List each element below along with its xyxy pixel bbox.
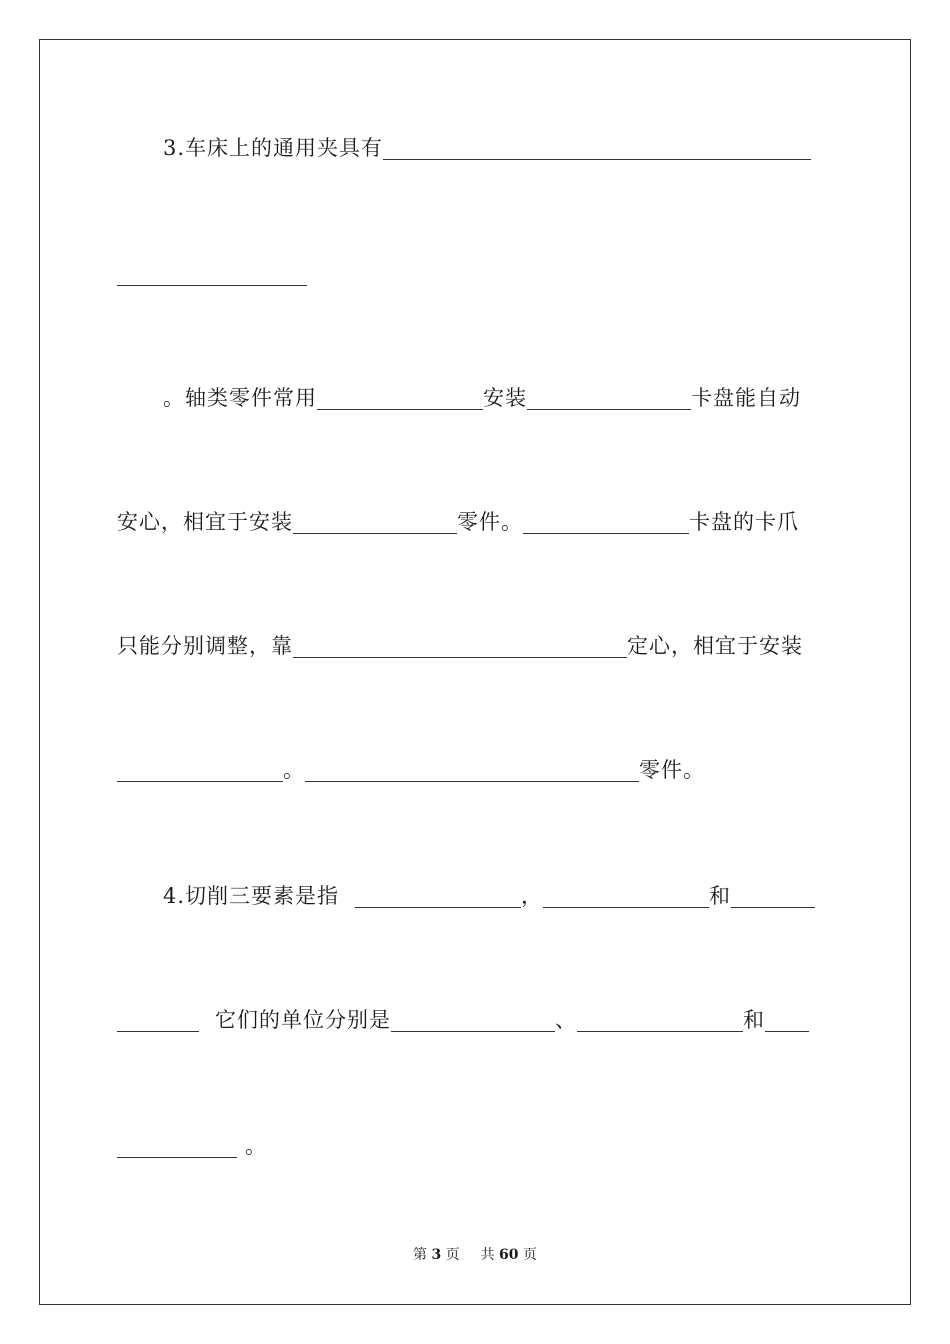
text-segment: 、 — [555, 1008, 577, 1032]
answer-blank[interactable] — [527, 381, 691, 410]
text-segment: 零件。 — [639, 758, 705, 782]
answer-blank[interactable] — [523, 505, 689, 534]
total-pages: 60 — [499, 1247, 519, 1263]
text-segment: 4.切削三要素是指 — [163, 884, 340, 908]
text-segment: 安心，相宜于安装 — [117, 510, 293, 534]
text-segment: 。 — [283, 758, 305, 782]
answer-blank[interactable] — [305, 753, 639, 782]
question-4-line-3 — [117, 1126, 835, 1166]
question-3-line-5 — [117, 626, 835, 666]
page-label: 第 — [413, 1247, 428, 1263]
answer-blank[interactable] — [317, 381, 483, 410]
text-segment: 只能分别调整，靠 — [117, 634, 293, 658]
total-label: 共 — [480, 1247, 495, 1263]
text-segment: 和 — [743, 1008, 765, 1032]
question-4-line-2 — [117, 1000, 835, 1040]
text-segment: 安装 — [483, 386, 527, 410]
answer-blank[interactable] — [391, 1003, 555, 1032]
page-number: 3 — [431, 1247, 442, 1263]
text-segment: ， — [521, 884, 544, 908]
text-segment: 和 — [709, 884, 732, 908]
text-segment: 定心，相宜于安装 — [627, 634, 803, 658]
answer-blank[interactable] — [765, 1003, 809, 1032]
page-border — [39, 39, 911, 1305]
question-3-line-6 — [117, 750, 835, 790]
page-unit: 页 — [445, 1247, 460, 1263]
answer-blank[interactable] — [293, 629, 627, 658]
answer-blank[interactable] — [355, 879, 521, 908]
total-unit: 页 — [522, 1247, 537, 1263]
answer-blank[interactable] — [117, 1003, 199, 1032]
question-3-line-1 — [117, 128, 835, 168]
text-segment: 。 — [245, 1134, 267, 1158]
answer-blank[interactable] — [117, 1129, 237, 1158]
text-segment: 卡盘的卡爪 — [689, 510, 799, 534]
text-segment: 零件。 — [457, 510, 523, 534]
answer-blank[interactable] — [117, 753, 283, 782]
answer-blank[interactable] — [731, 879, 815, 908]
answer-blank[interactable] — [293, 505, 457, 534]
answer-blank[interactable] — [117, 257, 307, 286]
answer-blank[interactable] — [383, 131, 811, 160]
answer-blank[interactable] — [577, 1003, 743, 1032]
text-segment: 卡盘能自动 — [691, 386, 801, 410]
text-segment: 3.车床上的通用夹具有 — [163, 136, 384, 160]
question-3-line-4 — [117, 502, 835, 542]
question-3-line-2 — [117, 254, 835, 294]
question-4-line-1 — [117, 876, 835, 916]
page-footer — [0, 1244, 950, 1264]
answer-blank[interactable] — [543, 879, 709, 908]
text-segment: 。轴类零件常用 — [163, 386, 317, 410]
question-3-line-3 — [117, 378, 835, 418]
text-segment: 它们的单位分别是 — [215, 1008, 391, 1032]
